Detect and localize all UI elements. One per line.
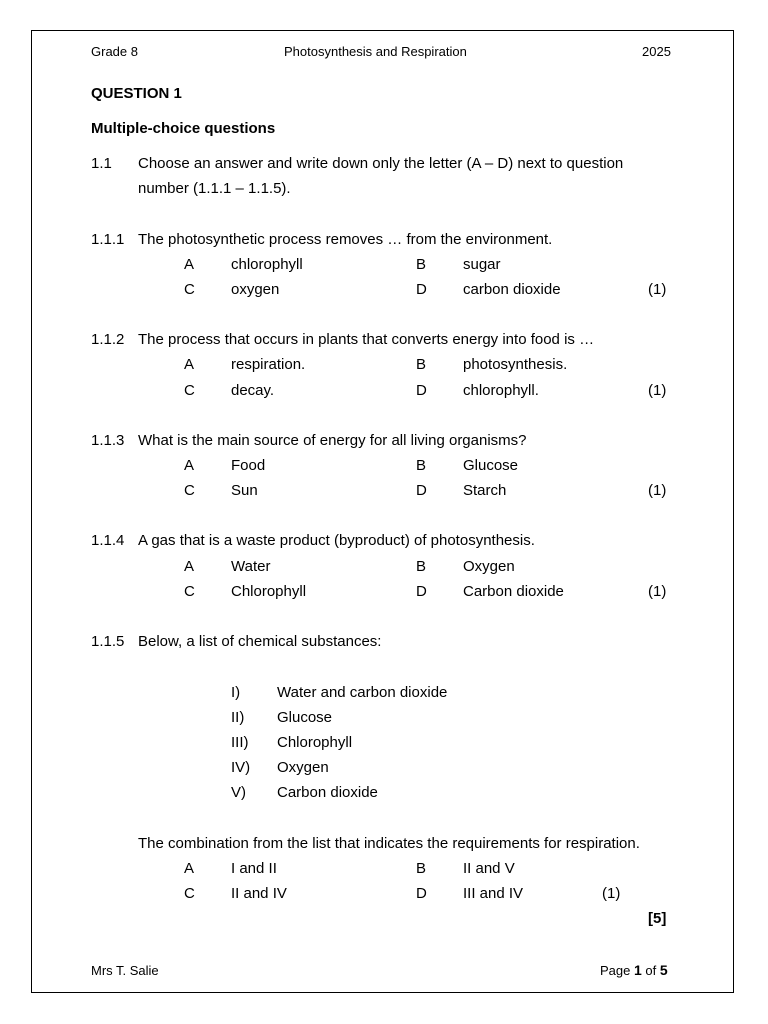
option-text: carbon dioxide: [463, 281, 561, 298]
option-text: sugar: [463, 256, 501, 273]
header-title: Photosynthesis and Respiration: [284, 44, 467, 59]
option-letter: B: [416, 457, 427, 474]
question-number: 1.1.3: [91, 432, 125, 449]
option-letter: A: [184, 356, 195, 373]
option-letter: B: [416, 558, 427, 575]
option-letter: C: [184, 382, 195, 399]
option-text: Food: [231, 457, 266, 474]
instruction-number: 1.1: [91, 155, 112, 172]
footer-author: Mrs T. Salie: [91, 963, 159, 978]
option-letter: D: [416, 482, 427, 499]
question-marks: (1): [648, 583, 667, 600]
list-item-text: Chlorophyll: [277, 734, 353, 751]
option-letter: D: [416, 583, 427, 600]
list-item-text: Glucose: [277, 709, 333, 726]
list-numeral: II): [231, 709, 245, 726]
option-text: chlorophyll: [231, 256, 303, 273]
option-text: Glucose: [463, 457, 519, 474]
option-letter: A: [184, 457, 195, 474]
list-item-text: Carbon dioxide: [277, 784, 378, 801]
option-text: Carbon dioxide: [463, 583, 564, 600]
question-title: QUESTION 1: [91, 85, 182, 102]
option-letter: A: [184, 558, 195, 575]
option-text: Starch: [463, 482, 507, 499]
question-marks: (1): [648, 281, 667, 298]
question-text: The process that occurs in plants that converts energy into food is …: [138, 331, 595, 348]
option-letter: A: [184, 256, 195, 273]
option-text: II and IV: [231, 885, 287, 902]
question-marks: (1): [648, 382, 667, 399]
option-letter: D: [416, 885, 427, 902]
question-number: 1.1.1: [91, 231, 125, 248]
option-text: decay.: [231, 382, 275, 399]
header-grade: Grade 8: [91, 44, 138, 59]
page-word: Page: [600, 963, 631, 978]
list-item-text: Oxygen: [277, 759, 329, 776]
option-letter: B: [416, 256, 427, 273]
page-number: [600, 962, 668, 978]
page-total: 5: [659, 962, 668, 978]
list-item-text: Water and carbon dioxide: [277, 684, 448, 701]
option-text: respiration.: [231, 356, 306, 373]
option-letter: C: [184, 482, 195, 499]
option-text: Oxygen: [463, 558, 515, 575]
option-text: Sun: [231, 482, 258, 499]
option-letter: B: [416, 356, 427, 373]
total-marks: [5]: [648, 910, 667, 927]
option-letter: A: [184, 860, 195, 877]
question-number: 1.1.5: [91, 633, 125, 650]
question-text: The photosynthetic process removes … from the environment.: [138, 231, 553, 248]
option-text: photosynthesis.: [463, 356, 568, 373]
option-letter: C: [184, 885, 195, 902]
list-numeral: I): [231, 684, 241, 701]
instruction-line-2: number (1.1.1 – 1.1.5).: [138, 180, 291, 197]
option-text: Chlorophyll: [231, 583, 307, 600]
option-text: chlorophyll.: [463, 382, 539, 399]
page-current: 1: [634, 962, 642, 978]
option-text: II and V: [463, 860, 515, 877]
option-text: III and IV: [463, 885, 524, 902]
list-numeral: V): [231, 784, 246, 801]
question-text: A gas that is a waste product (byproduct) of photosynthesis.: [138, 532, 535, 549]
section-title: Multiple-choice questions: [91, 120, 276, 137]
option-text: Water: [231, 558, 271, 575]
list-numeral: IV): [231, 759, 251, 776]
question-marks: (1): [648, 482, 667, 499]
question-number: 1.1.2: [91, 331, 125, 348]
of-word: of: [645, 963, 657, 978]
question-marks: (1): [602, 885, 621, 902]
option-text: I and II: [231, 860, 277, 877]
instruction-line-1: Choose an answer and write down only the letter (A – D) next to question: [138, 155, 624, 172]
question-text: Below, a list of chemical substances:: [138, 633, 382, 650]
option-letter: C: [184, 583, 195, 600]
option-letter: D: [416, 382, 427, 399]
header-year: 2025: [642, 44, 671, 59]
option-letter: B: [416, 860, 427, 877]
option-letter: D: [416, 281, 427, 298]
question-number: 1.1.4: [91, 532, 125, 549]
option-text: oxygen: [231, 281, 280, 298]
question-text: What is the main source of energy for all living organisms?: [138, 432, 527, 449]
option-letter: C: [184, 281, 195, 298]
question-prompt: The combination from the list that indicates the requirements for respiration.: [138, 835, 640, 852]
list-numeral: III): [231, 734, 249, 751]
